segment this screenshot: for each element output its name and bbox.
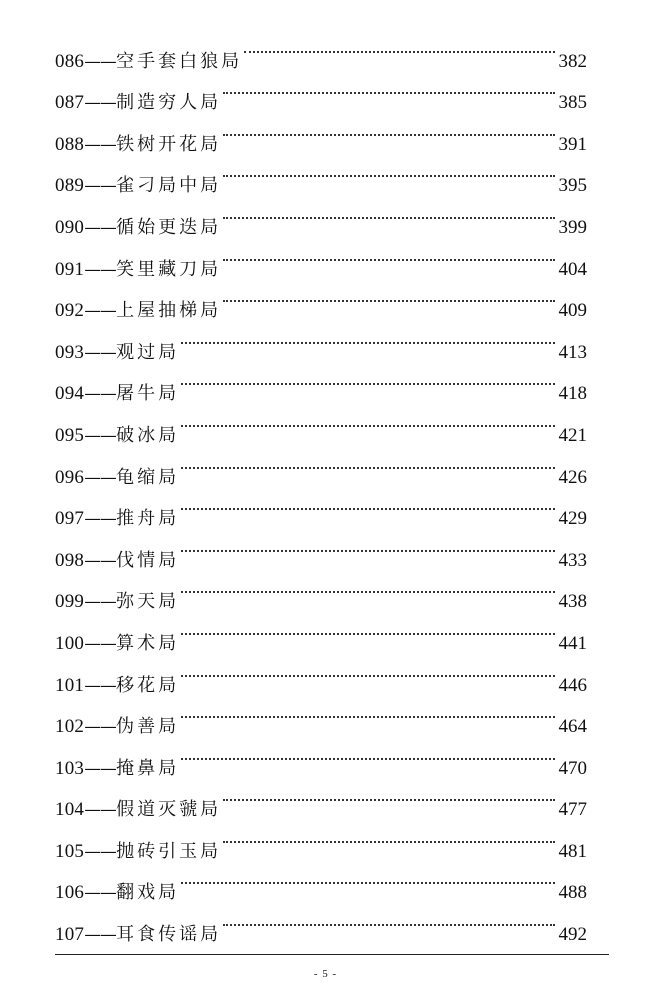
dot-leader	[181, 732, 554, 774]
table-of-contents	[55, 25, 587, 946]
entry-number: 102	[55, 716, 85, 738]
entry-page-number: 391	[558, 133, 587, 155]
entry-separator: ——	[84, 93, 116, 113]
entry-title: 移花局	[116, 674, 180, 696]
entry-number: 093	[55, 341, 85, 363]
entry-number: 087	[55, 92, 85, 114]
dot-leader	[244, 25, 554, 67]
entry-title: 上屋抽梯局	[116, 300, 222, 322]
entry-number: 089	[55, 175, 85, 197]
entry-number: 105	[55, 840, 85, 862]
page-number: - 5 -	[313, 968, 338, 980]
entry-separator: ——	[84, 425, 116, 445]
entry-title: 破冰局	[116, 424, 180, 446]
dot-leader	[181, 524, 554, 566]
entry-number: 099	[55, 591, 85, 613]
entry-page-number: 426	[558, 466, 587, 488]
entry-number: 086	[55, 50, 85, 72]
entry-number: 106	[55, 882, 85, 904]
entry-page-number: 382	[558, 50, 587, 72]
entry-page-number: 446	[558, 674, 587, 696]
entry-page-number: 492	[558, 924, 587, 946]
dot-leader	[223, 815, 554, 857]
entry-separator: ——	[84, 675, 116, 695]
entry-page-number: 418	[558, 383, 587, 405]
entry-page-number: 470	[558, 757, 587, 779]
entry-number: 088	[55, 133, 85, 155]
entry-number: 095	[55, 424, 85, 446]
entry-number: 103	[55, 757, 85, 779]
dot-leader	[223, 275, 554, 317]
entry-page-number: 404	[558, 258, 587, 280]
entry-page-number: 464	[558, 716, 587, 738]
dot-leader	[181, 566, 554, 608]
entry-title: 空手套白狼局	[116, 50, 243, 72]
entry-number: 101	[55, 674, 85, 696]
entry-page-number: 409	[558, 300, 587, 322]
entry-page-number: 481	[558, 840, 587, 862]
dot-leader	[181, 483, 554, 525]
entry-page-number: 477	[558, 799, 587, 821]
entry-page-number: 395	[558, 175, 587, 197]
entry-separator: ——	[84, 841, 116, 861]
entry-separator: ——	[84, 758, 116, 778]
dot-leader	[223, 774, 554, 816]
entry-number: 090	[55, 216, 85, 238]
entry-separator: ——	[84, 550, 116, 570]
toc-entry[interactable]	[55, 25, 587, 72]
dot-leader	[181, 358, 554, 400]
entry-separator: ——	[84, 717, 116, 737]
entry-title: 抛砖引玉局	[116, 840, 222, 862]
entry-number: 094	[55, 383, 85, 405]
dot-leader	[181, 649, 554, 691]
entry-title: 弥天局	[116, 591, 180, 613]
entry-title: 推舟局	[116, 508, 180, 530]
dot-leader	[223, 191, 554, 233]
entry-title: 龟缩局	[116, 466, 180, 488]
dot-leader	[181, 607, 554, 649]
entry-title: 制造穷人局	[116, 92, 222, 114]
entry-title: 屠牛局	[116, 383, 180, 405]
entry-title: 算术局	[116, 632, 180, 654]
entry-separator: ——	[84, 51, 116, 71]
entry-title: 伪善局	[116, 716, 180, 738]
entry-title: 伐情局	[116, 549, 180, 571]
entry-page-number: 429	[558, 508, 587, 530]
dot-leader	[223, 233, 554, 275]
entry-title: 观过局	[116, 341, 180, 363]
entry-title: 翻戏局	[116, 882, 180, 904]
dot-leader	[181, 316, 554, 358]
entry-title: 假道灭虢局	[116, 799, 222, 821]
entry-page-number: 438	[558, 591, 587, 613]
entry-title: 掩鼻局	[116, 757, 180, 779]
entry-page-number: 399	[558, 216, 587, 238]
entry-page-number: 385	[558, 92, 587, 114]
entry-page-number: 421	[558, 424, 587, 446]
entry-separator: ——	[84, 134, 116, 154]
entry-number: 092	[55, 300, 85, 322]
dot-leader	[181, 441, 554, 483]
entry-number: 100	[55, 632, 85, 654]
entry-separator: ——	[84, 883, 116, 903]
dot-leader	[223, 150, 554, 192]
entry-separator: ——	[84, 509, 116, 529]
entry-page-number: 441	[558, 632, 587, 654]
entry-page-number: 488	[558, 882, 587, 904]
entry-title: 循始更迭局	[116, 216, 222, 238]
dot-leader	[181, 857, 554, 899]
entry-separator: ——	[84, 467, 116, 487]
entry-separator: ——	[84, 800, 116, 820]
entry-separator: ——	[84, 384, 116, 404]
entry-number: 096	[55, 466, 85, 488]
entry-separator: ——	[84, 592, 116, 612]
entry-number: 104	[55, 799, 85, 821]
entry-number: 091	[55, 258, 85, 280]
entry-separator: ——	[84, 259, 116, 279]
entry-separator: ——	[84, 176, 116, 196]
dot-leader	[223, 898, 554, 940]
entry-title: 铁树开花局	[116, 133, 222, 155]
footer-divider	[55, 954, 609, 955]
dot-leader	[181, 691, 554, 733]
dot-leader	[223, 67, 554, 109]
entry-page-number: 433	[558, 549, 587, 571]
entry-page-number: 413	[558, 341, 587, 363]
entry-separator: ——	[84, 217, 116, 237]
entry-title: 耳食传谣局	[116, 924, 222, 946]
entry-separator: ——	[84, 342, 116, 362]
dot-leader	[223, 108, 554, 150]
entry-title: 雀刁局中局	[116, 175, 222, 197]
dot-leader	[181, 399, 554, 441]
entry-title: 笑里藏刀局	[116, 258, 222, 280]
entry-separator: ——	[84, 925, 116, 945]
entry-number: 097	[55, 508, 85, 530]
entry-number: 107	[55, 924, 85, 946]
entry-separator: ——	[84, 301, 116, 321]
entry-number: 098	[55, 549, 85, 571]
entry-separator: ——	[84, 633, 116, 653]
